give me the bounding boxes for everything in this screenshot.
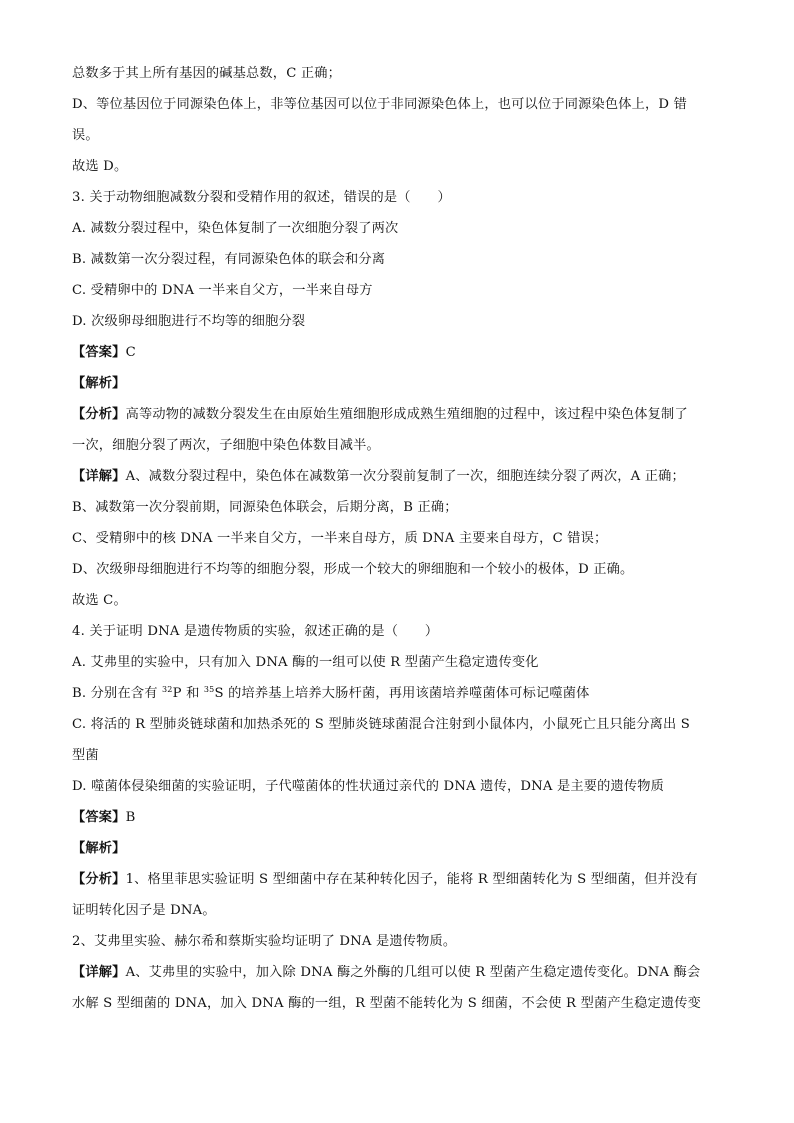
xiangjie-tag: 【详解】: [72, 965, 126, 980]
analysis-heading: [72, 833, 722, 864]
text-line: D、等位基因位于同源染色体上，非等位基因可以位于非同源染色体上，也可以位于同源染色体上，D 错: [72, 97, 687, 112]
detail-line: [72, 461, 722, 492]
option-c: C. 将活的 R 型肺炎链球菌和加热杀死的 S 型肺炎链球菌混合注射到小鼠体内，小鼠死亡且只能分离出 S: [72, 717, 691, 732]
analysis-heading: [72, 368, 722, 399]
analysis-text: 高等动物的减数分裂发生在由原始生殖细胞形成成熟生殖细胞的过程中，该过程中染色体复制了: [125, 407, 688, 422]
detail-text: A、艾弗里的实验中，加入除 DNA 酶之外酶的几组可以使 R 型菌产生稳定遗传变化。DNA 酶会: [125, 965, 701, 980]
text-line: D、次级卵母细胞进行不均等的细胞分裂，形成一个较大的卵细胞和一个较小的极体，D 正确。: [72, 562, 634, 577]
option-c: C. 受精卵中的 DNA 一半来自父方，一半来自母方: [72, 283, 373, 298]
option-b-part: B. 分别在含有: [72, 686, 163, 701]
text-line: 证明转化因子是 DNA。: [72, 903, 216, 918]
fenxi-tag: 【分析】: [72, 872, 126, 887]
analysis-line: [72, 399, 722, 430]
answer-line: [72, 802, 722, 833]
xiangjie-tag: 【详解】: [72, 469, 126, 484]
isotope-mass-32: 32: [162, 685, 173, 694]
option-b-part: S 的培养基上培养大肠杆菌，再用该菌培养噬菌体可标记噬菌体: [214, 686, 590, 701]
option-b: B. 减数第一次分裂过程，有同源染色体的联会和分离: [72, 252, 386, 267]
answer-value: B: [125, 810, 136, 825]
question-stem: 4. 关于证明 DNA 是遗传物质的实验，叙述正确的是（ ）: [72, 624, 439, 639]
answer-line: [72, 337, 722, 368]
option-d: D. 噬菌体侵染细菌的实验证明，子代噬菌体的性状通过亲代的 DNA 遗传，DNA 是主要的遗传物质: [72, 779, 665, 794]
text-line: 2、艾弗里实验、赫尔希和蔡斯实验均证明了 DNA 是遗传物质。: [72, 934, 457, 949]
option-a: A. 艾弗里的实验中，只有加入 DNA 酶的一组可以使 R 型菌产生稳定遗传变化: [72, 655, 539, 670]
option-a: A. 减数分裂过程中，染色体复制了一次细胞分裂了两次: [72, 221, 399, 236]
question-stem: 3. 关于动物细胞减数分裂和受精作用的叙述，错误的是（ ）: [72, 190, 451, 205]
text-line: 一次，细胞分裂了两次，子细胞中染色体数目减半。: [72, 438, 380, 453]
analysis-text: 1、格里菲思实验证明 S 型细菌中存在某种转化因子，能将 R 型细菌转化为 S 型细菌，但并没有: [125, 872, 698, 887]
analysis-line: [72, 864, 722, 895]
detail-text: A、减数分裂过程中，染色体在减数第一次分裂前复制了一次，细胞连续分裂了两次，A 正确；: [125, 469, 685, 484]
text-line: 水解 S 型细菌的 DNA，加入 DNA 酶的一组，R 型菌不能转化为 S 细菌，不会使 R 型菌产生稳定遗传变: [72, 996, 702, 1011]
option-d: D. 次级卵母细胞进行不均等的细胞分裂: [72, 314, 306, 329]
text-line: 故选 C。: [72, 593, 127, 608]
isotope-mass-35: 35: [203, 685, 215, 694]
option-b-part: P 和: [172, 686, 204, 701]
answer-value: C: [125, 345, 136, 360]
text-line: B、减数第一次分裂前期，同源染色体联会，后期分离，B 正确；: [72, 500, 458, 515]
text-line: C、受精卵中的核 DNA 一半来自父方，一半来自母方，质 DNA 主要来自母方，C 错误；: [72, 531, 608, 546]
answer-tag: 【答案】: [72, 345, 126, 360]
analysis-tag: 【解析】: [72, 841, 126, 856]
option-b: [72, 678, 722, 709]
answer-tag: 【答案】: [72, 810, 126, 825]
document-page: [72, 58, 722, 1019]
fenxi-tag: 【分析】: [72, 407, 126, 422]
text-line: 型菌: [72, 748, 99, 763]
text-line: 误。: [72, 128, 99, 143]
detail-line: [72, 957, 722, 988]
text-line: 故选 D。: [72, 159, 128, 174]
text-line: 总数多于其上所有基因的碱基总数，C 正确；: [72, 66, 342, 81]
analysis-tag: 【解析】: [72, 376, 126, 391]
